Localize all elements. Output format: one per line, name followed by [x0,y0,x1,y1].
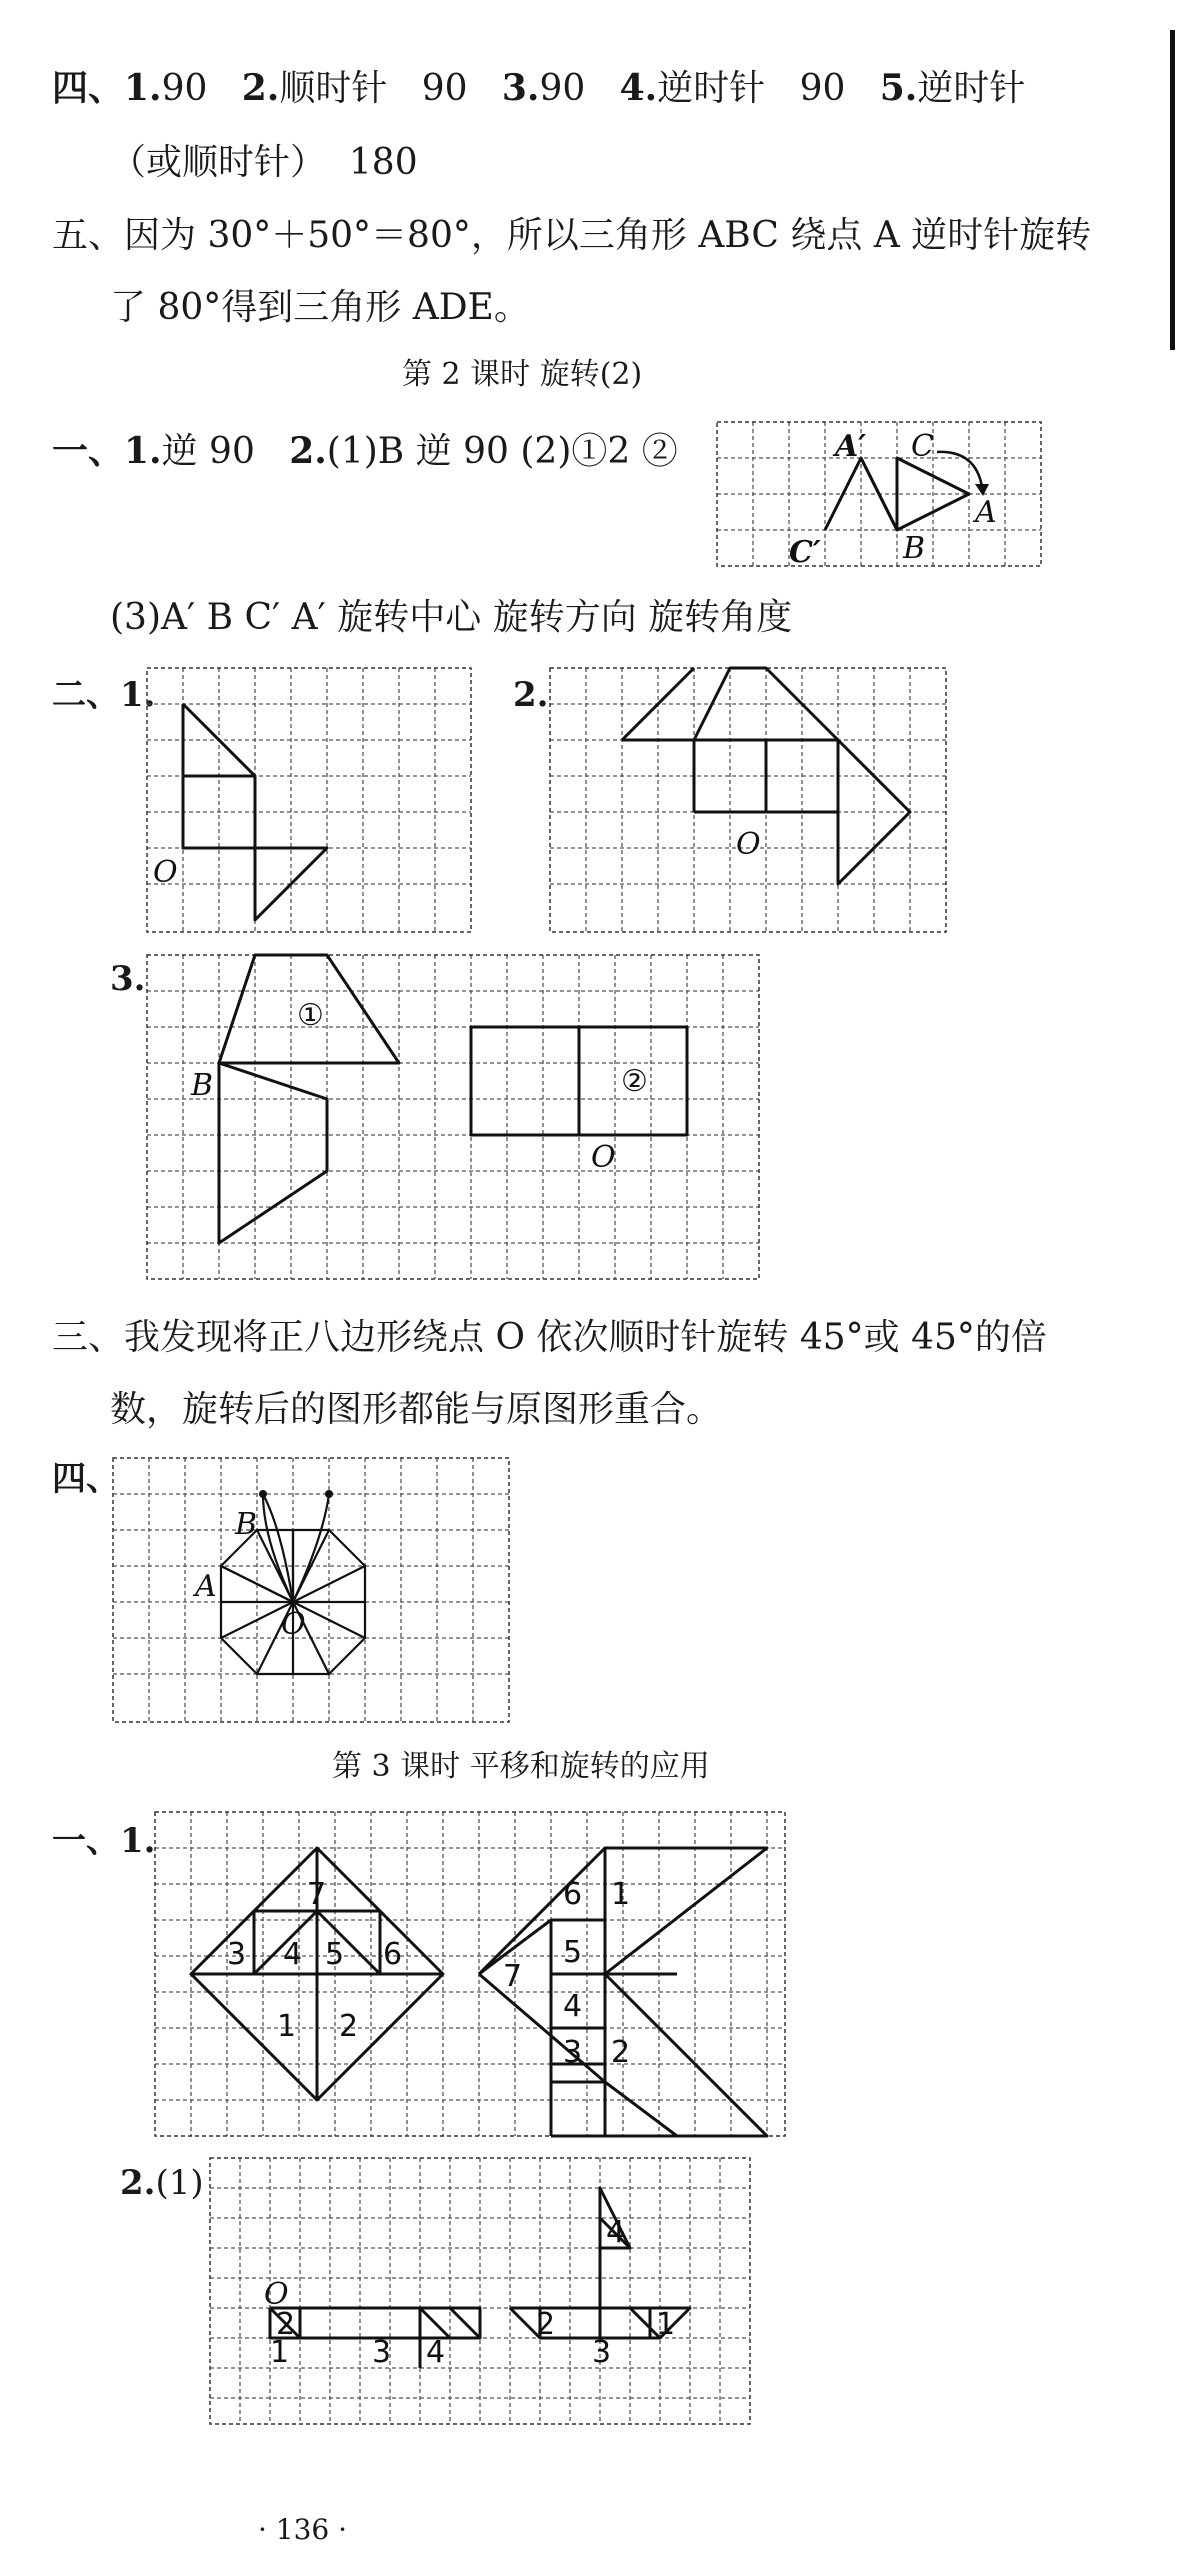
l3-s1-prefix: 一、1. [52,1821,156,1861]
label-o: O [591,1140,616,1175]
figure-2-2 [550,668,955,936]
sec5-line2: 了 80°得到三角形 ADE。 [110,287,530,328]
tangram-3a: 3 [227,1937,247,1972]
l3-s1-q2: 2.(1) [120,2163,204,2203]
figure-2-3 [147,955,767,1295]
tangram-3b: 3 [563,2035,583,2070]
circle-2: ② [621,1064,648,1099]
tangram-7b: 7 [503,1959,523,1994]
tangram-5b: 5 [563,1935,583,1970]
figure-tangram [155,1812,795,2138]
label-b: B [235,1507,258,1542]
circle-1: ① [297,998,324,1033]
label-a: A [195,1569,217,1604]
l2-s1-q2-3: (3)A′ B C′ A′ 旋转中心 旋转方向 旋转角度 [110,597,793,638]
tangram-2a: 2 [339,2009,359,2044]
piece-4a: 4 [426,2335,446,2370]
label-a: A [975,495,997,530]
piece-2b: 2 [536,2307,556,2342]
label-o: O [264,2277,289,2312]
figure-2-1 [147,668,477,936]
l2-s3-line2: 数，旋转后的图形都能与原图形重合。 [110,1389,723,1430]
tangram-6b: 6 [563,1877,583,1912]
l2-s2-q3: 3. [110,959,146,999]
sec4-answers-cont: （或顺时针） 180 [110,142,418,183]
piece-4b: 4 [606,2215,626,2250]
l2-s2-q2: 2. [513,675,549,715]
tangram-1b: 1 [611,1877,631,1912]
piece-1a: 1 [270,2335,290,2370]
label-b: B [903,531,926,566]
label-o: O [736,827,761,862]
sec5-line1: 五、因为 30°＋50°＝80°，所以三角形 ABC 绕点 A 逆时针旋转 [52,215,1092,256]
tangram-1a: 1 [277,2009,297,2044]
label-c-prime: C′ [789,535,821,570]
tangram-6a: 6 [383,1937,403,1972]
label-o: O [281,1607,306,1642]
figure-rotation-triangle [717,422,1047,572]
tangram-5a: 5 [325,1937,345,1972]
piece-1b: 1 [656,2307,676,2342]
piece-2a: 2 [276,2307,296,2342]
l2-s2-prefix: 二、1. [52,675,156,715]
page-number: · 136 · [258,2513,348,2546]
piece-3b: 3 [592,2335,612,2370]
figure-translate-rotate [210,2158,770,2428]
page-edge-bar [1170,30,1175,350]
label-c: C [911,429,934,464]
figure-octagon-rotation [113,1458,518,1726]
lesson2-title: 第 2 课时 旋转(2) [402,357,643,392]
tangram-7a: 7 [307,1877,327,1912]
label-b: B [191,1068,214,1103]
tangram-2b: 2 [611,2035,631,2070]
label-a-prime: A′ [835,429,867,464]
piece-3a: 3 [372,2335,392,2370]
tangram-4b: 4 [563,1989,583,2024]
lesson3-title: 第 3 课时 平移和旋转的应用 [332,1749,710,1784]
sec4-answers: 四、1.90 2.顺时针 90 3.90 4.逆时针 90 5.逆时针 [52,67,1026,109]
l2-s4-prefix: 四、 [52,1459,120,1499]
tangram-4a: 4 [283,1937,303,1972]
label-o: O [153,855,178,890]
l2-s3-line1: 三、我发现将正八边形绕点 O 依次顺时针旋转 45°或 45°的倍 [52,1317,1047,1358]
l2-s1-answers: 一、1.逆 90 2.(1)B 逆 90 (2)①2 ② [52,430,678,472]
